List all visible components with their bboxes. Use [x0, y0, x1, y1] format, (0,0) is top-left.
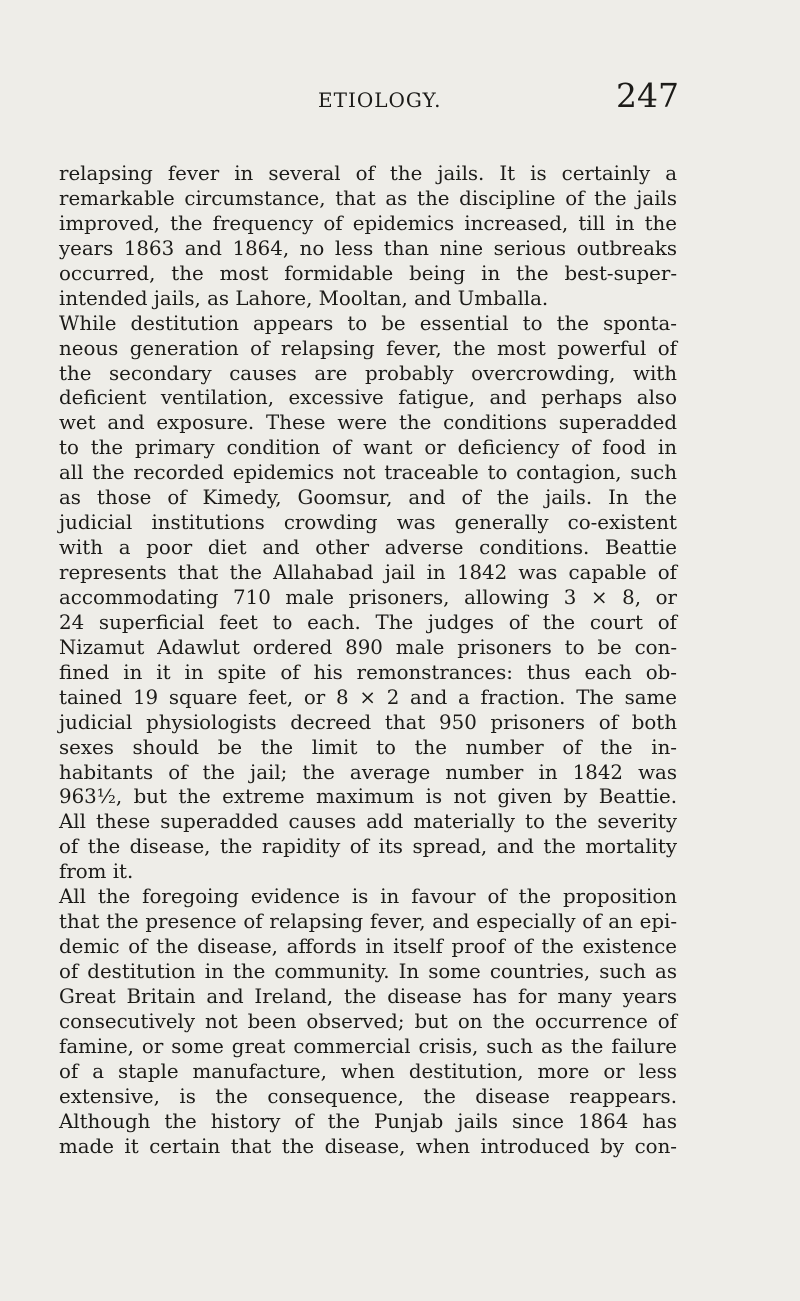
text-line: neous generation of relapsing fever, the most powerful of — [59, 336, 677, 360]
text-line: made it certain that the disease, when introduced by con- — [59, 1134, 677, 1158]
text-line: Although the history of the Punjab jails since 1864 has — [59, 1109, 677, 1133]
text-line: intended jails, as Lahore, Mooltan, and Umballa. — [59, 286, 549, 310]
text-line: judicial institutions crowding was generally co-existent — [59, 511, 677, 535]
text-line: tained 19 square feet, or 8 × 2 and a fraction. The same — [59, 685, 677, 709]
text-line: relapsing fever in several of the jails. It is certainly a — [59, 162, 677, 185]
text-line: 963½, but the extreme maximum is not given by Beattie. — [59, 785, 677, 809]
text-line: judicial physiologists decreed that 950 prisoners of both — [59, 710, 677, 734]
text-line: of a staple manufacture, when destitution, more or less — [59, 1059, 677, 1083]
text-line: extensive, is the consequence, the disease reappears. — [59, 1084, 677, 1108]
text-line: years 1863 and 1864, no less than nine serious outbreaks — [59, 236, 677, 260]
page-header — [0, 76, 800, 116]
text-line: to the primary condition of want or deficiency of food in — [59, 436, 677, 460]
running-head: ETIOLOGY. — [318, 88, 442, 112]
page-number: 247 — [616, 76, 679, 115]
text-line: deficient ventilation, excessive fatigue, and perhaps also — [59, 386, 677, 410]
text-line: habitants of the jail; the average number in 1842 was — [59, 760, 677, 784]
text-line: of destitution in the community. In some countries, such as — [59, 960, 677, 983]
text-line: accommodating 710 male prisoners, allowing 3 × 8, or — [59, 585, 677, 609]
text-line: 24 superficial feet to each. The judges of the court of — [59, 610, 677, 634]
text-line: famine, or some great commercial crisis, such as the failure — [59, 1034, 677, 1058]
text-line: Nizamut Adawlut ordered 890 male prisoners to be con- — [59, 635, 677, 659]
text-line: consecutively not been observed; but on the occurrence of — [59, 1009, 677, 1033]
text-line: Great Britain and Ireland, the disease has for many years — [59, 984, 677, 1008]
text-line: All the foregoing evidence is in favour of the proposition — [59, 885, 677, 909]
text-line: of the disease, the rapidity of its spread, and the mortality — [59, 835, 677, 859]
text-line: sexes should be the limit to the number of the in- — [59, 735, 677, 759]
text-line: improved, the frequency of epidemics increased, till in the — [59, 211, 677, 235]
text-line: that the presence of relapsing fever, and especially of an epi- — [59, 910, 677, 934]
text-line: remarkable circumstance, that as the discipline of the jails — [59, 186, 677, 210]
text-line: While destitution appears to be essential to the sponta- — [59, 311, 677, 335]
text-line: from it. — [59, 860, 134, 884]
text-line: with a poor diet and other adverse conditions. Beattie — [59, 536, 677, 560]
text-line: occurred, the most formidable being in the best-super- — [59, 261, 677, 285]
text-line: all the recorded epidemics not traceable to contagion, such — [59, 461, 677, 485]
text-line: as those of Kimedy, Goomsur, and of the jails. In the — [59, 486, 677, 510]
text-line: the secondary causes are probably overcrowding, with — [59, 361, 677, 385]
text-line: fined in it in spite of his remonstrances: thus each ob- — [59, 660, 677, 684]
text-line: All these superadded causes add materially to the severity — [59, 810, 677, 834]
text-line: demic of the disease, affords in itself proof of the existence — [59, 935, 677, 959]
text-line: represents that the Allahabad jail in 1842 was capable of — [59, 561, 677, 584]
text-line: wet and exposure. These were the conditions superadded — [59, 411, 677, 435]
body-text — [59, 162, 677, 1160]
